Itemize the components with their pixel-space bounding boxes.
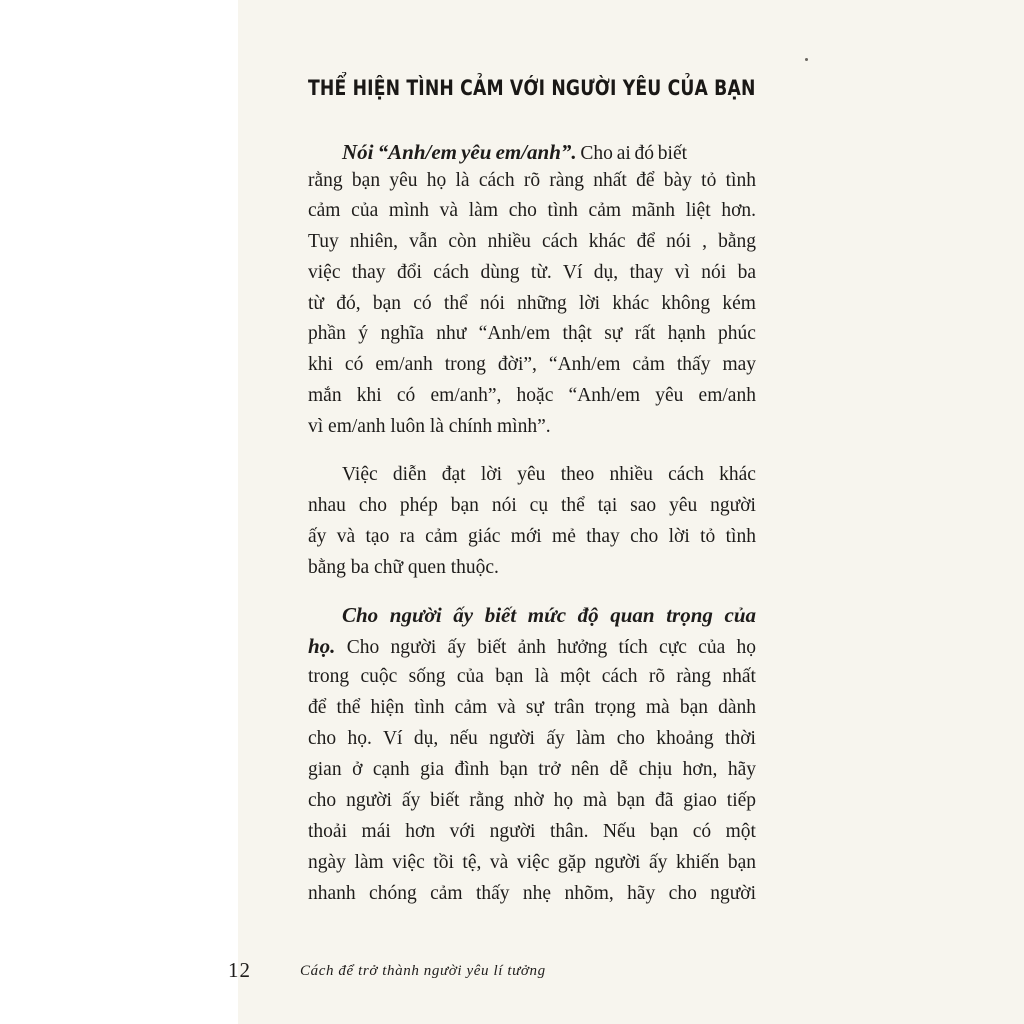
text-line bbox=[308, 324, 756, 344]
line-text: Tuy nhiên, vẫn còn nhiều cách khác để nói , bằng bbox=[308, 231, 757, 252]
text-line bbox=[308, 496, 756, 516]
line-text: để thể hiện tình cảm và sự trân trọng mà bạn dành bbox=[308, 697, 757, 718]
text-line bbox=[308, 636, 756, 658]
line-text: từ đó, bạn có thể nói những lời khác không kém bbox=[308, 293, 756, 314]
line-text: phần ý nghĩa như “Anh/em thật sự rất hạnh phúc bbox=[308, 323, 756, 344]
line-text: cảm của mình và làm cho tình cảm mãnh liệt hơn. bbox=[308, 200, 757, 221]
text-line bbox=[308, 232, 756, 252]
text-line bbox=[308, 171, 756, 191]
running-title: Cách để trở thành người yêu lí tưởng bbox=[300, 963, 546, 979]
text-line bbox=[308, 884, 756, 904]
line-text: cho người ấy biết rằng nhờ họ mà bạn đã giao tiếp bbox=[308, 790, 757, 811]
text-line bbox=[342, 465, 756, 485]
line-text: mắn khi có em/anh”, hoặc “Anh/em yêu em/anh bbox=[308, 385, 756, 406]
line-text: vì em/anh luôn là chính mình”. bbox=[308, 416, 551, 437]
lead-phrase: họ. bbox=[308, 634, 336, 658]
line-text: cho họ. Ví dụ, nếu người ấy làm cho khoảng thời bbox=[308, 728, 756, 749]
line-text: gian ở cạnh gia đình bạn trở nên dễ chịu hơn, hãy bbox=[308, 759, 756, 780]
section-heading: THỂ HIỆN TÌNH CẢM VỚI NGƯỜI YÊU CỦA BẠN bbox=[308, 76, 756, 100]
lead-phrase: Cho người ấy biết mức độ quan trọng của bbox=[342, 603, 757, 627]
line-text: thoải mái hơn với người thân. Nếu bạn có một bbox=[308, 821, 756, 842]
line-text: nhau cho phép bạn nói cụ thể tại sao yêu người bbox=[308, 495, 756, 516]
lead-phrase: Nói “Anh/em yêu em/anh”. bbox=[342, 140, 577, 164]
text-line bbox=[308, 417, 551, 437]
line-text: ngày làm việc tồi tệ, và việc gặp người ấy khiến bạn bbox=[308, 852, 756, 873]
text-line bbox=[342, 605, 756, 627]
text-line bbox=[308, 263, 756, 283]
text-line bbox=[308, 355, 756, 375]
text-line bbox=[308, 386, 756, 406]
paper-speck bbox=[805, 58, 808, 61]
text-line bbox=[308, 558, 499, 578]
text-line bbox=[308, 760, 756, 780]
line-text: việc thay đổi cách dùng từ. Ví dụ, thay vì nói ba bbox=[308, 262, 757, 283]
line-text: rằng bạn yêu họ là cách rõ ràng nhất để bày tỏ tình bbox=[308, 170, 756, 191]
line-text: trong cuộc sống của bạn là một cách rõ ràng nhất bbox=[308, 666, 756, 687]
text-line bbox=[308, 527, 756, 547]
line-text: Việc diễn đạt lời yêu theo nhiều cách khác bbox=[342, 464, 756, 485]
text-line bbox=[342, 142, 687, 164]
text-line bbox=[308, 853, 756, 873]
line-text: khi có em/anh trong đời”, “Anh/em cảm thấy may bbox=[308, 354, 757, 375]
line-text: Cho ai đó biết bbox=[576, 143, 688, 164]
line-text: Cho người ấy biết ảnh hưởng tích cực của họ bbox=[335, 637, 757, 658]
line-text: nhanh chóng cảm thấy nhẹ nhõm, hãy cho người bbox=[308, 883, 756, 904]
text-line bbox=[308, 729, 756, 749]
text-line bbox=[308, 201, 756, 221]
line-text: ấy và tạo ra cảm giác mới mẻ thay cho lời tỏ tình bbox=[308, 526, 756, 547]
page-number: 12 bbox=[228, 958, 251, 982]
text-line bbox=[308, 791, 756, 811]
text-line bbox=[308, 294, 756, 314]
text-line bbox=[308, 698, 756, 718]
text-line bbox=[308, 667, 756, 687]
line-text: bằng ba chữ quen thuộc. bbox=[308, 557, 499, 578]
text-line bbox=[308, 822, 756, 842]
